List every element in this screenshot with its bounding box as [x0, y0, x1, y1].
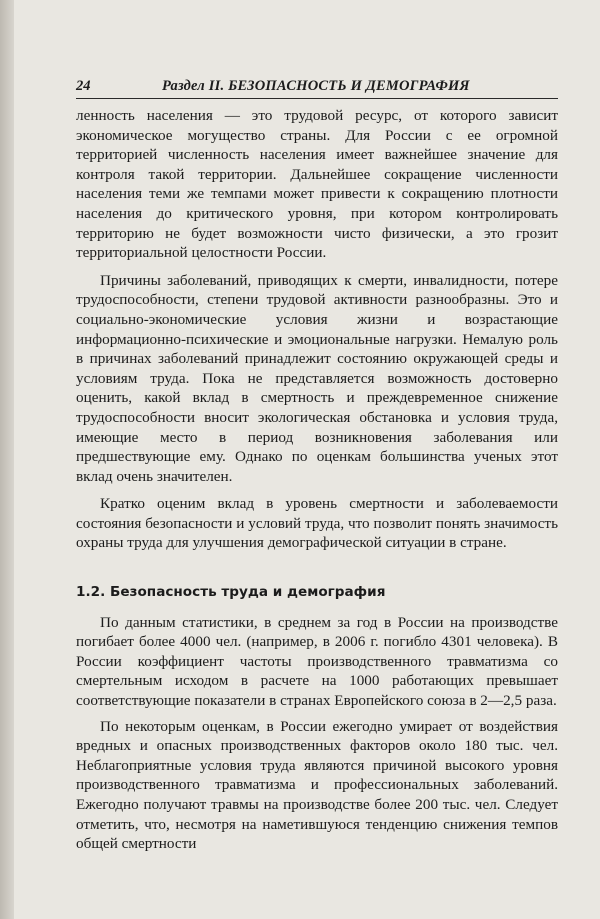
running-header: [76, 76, 558, 99]
paragraph: По некоторым оценкам, в России ежегодно умирает от воздействия вредных и опасных производственных факторов около 180 тыс. чел. Неблагоприятные условия труда являются причиной высокого уровня производственного травматизма и профессиональных заболеваний. Ежегодно получают травмы на производстве более 200 тыс. чел. Следует отметить, что, несмотря на наметившуюся тенденцию снижения темпов общей смертности: [76, 717, 558, 853]
paragraph: ленность населения — это трудовой ресурс, от которого зависит экономическое могущество страны. Для России с ее огромной территорией численность населения имеет важнейшее значение для контроля такой территории. Дальнейшее сокращение численности населения теми же темпами может привести к сокращению плотности населения до критического уровня, при котором контролировать территорию не будет возможности чисто физически, а это грозит территориальной целостности России.: [76, 107, 558, 262]
scan-edge: [0, 0, 14, 919]
section-body: [76, 613, 558, 854]
header-title: Раздел II. БЕЗОПАСНОСТЬ И ДЕМОГРАФИЯ: [162, 78, 470, 94]
page-body: [76, 106, 558, 860]
paragraph: Кратко оценим вклад в уровень смертности и заболеваемости состояния безопасности и условий труда, что позволит понять значимость охраны труда для улучшения демографической ситуации в стране.: [76, 495, 558, 552]
paragraph: По данным статистики, в среднем за год в России на производстве погибает более 4000 чел. (например, в 2006 г. погибло 4301 человека). В России коэффициент частоты производственного травматизма со смертельным исходом в расчете на 1000 работающих превышает соответствующие показатели в странах Европейского союза в 2—2,5 раза.: [76, 613, 558, 710]
paragraph: Причины заболеваний, приводящих к смерти, инвалидности, потере трудоспособности, степени трудовой активности разнообразны. Это и социально-экономические условия жизни и возрастающие информационно-психические и эмоциональные нагрузки. Немалую роль в причинах заболеваний принадлежит состоянию окружающей среды и условиям труда. Пока не представляется возможность достоверно оценить, какой вклад в смертность и преждевременное снижение трудоспособности вносит экологическая обстановка и условия труда, имеющие место в период возникновения заболевания или предшествующие ему. Однако по оценкам большинства ученых этот вклад очень значителен.: [76, 271, 558, 485]
section-heading: 1.2. Безопасность труда и демография: [76, 584, 386, 601]
page-number: 24: [76, 78, 91, 94]
